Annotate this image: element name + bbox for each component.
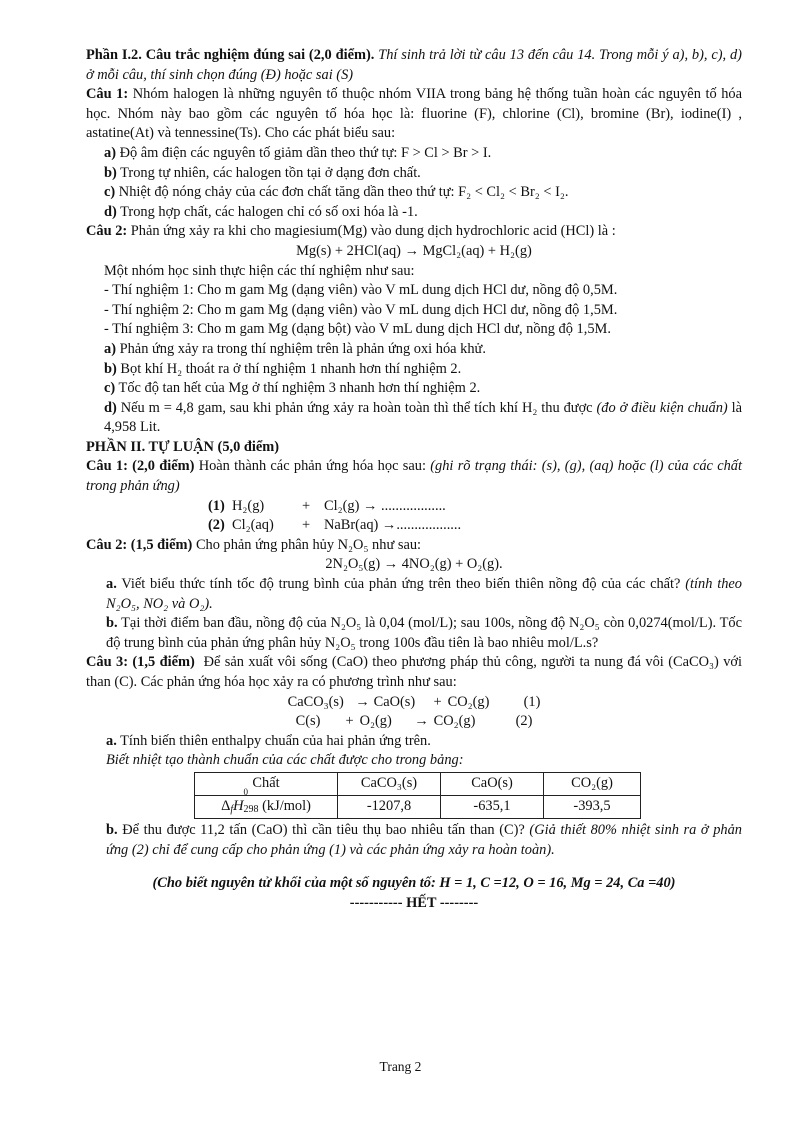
q2-label: Câu 2: (86, 223, 128, 240)
p2-q2-stem (86, 536, 742, 556)
q2-exp1: - Thí nghiệm 1: Cho m gam Mg (dạng viên) vào V mL dung dịch HCl dư, nồng độ 0,5M. (104, 282, 618, 299)
part1-2-heading: Phần I.2. Câu trắc nghiệm đúng sai (2,0 điểm). (86, 47, 375, 63)
p2-q2a: a. Viết biểu thức tính tốc độ trung bình của phản ứng trên theo biến thiên nồng độ của các chất? (tính theo N₂O₅, NO₂ và O₂). (106, 576, 743, 612)
table-cell: -1207,8 (338, 795, 441, 818)
p2-q1-label: Câu 1: (2,0 điểm) (86, 458, 195, 475)
table-header-cell: CaO(s) (441, 772, 544, 795)
q2-c-text: Tốc độ tan hết của Mg ở thí nghiệm 3 nhanh hơn thí nghiệm 2. (118, 380, 481, 397)
q2-exp3: - Thí nghiệm 3: Cho m gam Mg (dạng bột) vào V mL dung dịch HCl dư, nồng độ 1,5M. (104, 321, 611, 338)
table-header-row (195, 772, 641, 795)
enthalpy-symbol: $\Delta_fH$ $_{0 298}$ (221, 787, 259, 816)
p2-q2-equation: 2N₂O₅(g) → 4NO₂(g) + O₂(g). (325, 556, 503, 573)
table-cell: -635,1 (441, 795, 544, 818)
table-row (195, 795, 641, 818)
q1-d-text: Trong hợp chất, các halogen chỉ có số oxi hóa là -1. (120, 203, 418, 220)
q2-equation: Mg(s) + 2HCl(aq) → MgCl₂(aq) + H₂(g) (296, 242, 532, 259)
p2-q2a-note: (tính theo N₂O₅, NO₂ và O₂). (106, 576, 743, 612)
p2-q3-stem (86, 653, 742, 692)
table-header-cell: Chất (195, 772, 338, 795)
part2-heading: PHẦN II. TỰ LUẬN (5,0 điểm) (86, 438, 280, 455)
reaction-2: (2) Cl₂(aq) + NaBr(aq) →.................. (208, 517, 462, 534)
p2-q1-note: (ghi rõ trạng thái: (s), (g), (aq) hoặc (l) của các chất trong phản ứng) (86, 458, 742, 495)
table-row-label: $\Delta_fH$ $_{0 298}$ (kJ/mol) (195, 795, 338, 818)
q2-option-c: c) Tốc độ tan hết của Mg ở thí nghiệm 3 nhanh hơn thí nghiệm 2. (104, 380, 481, 397)
q1-stem (86, 85, 742, 144)
end-marker: ----------- HẾT -------- (349, 894, 479, 911)
q2-option-a: a) Phản ứng xảy ra trong thí nghiệm trên là phản ứng oxi hóa khử. (104, 340, 486, 357)
q2-exp2: - Thí nghiệm 2: Cho m gam Mg (dạng viên) vào V mL dung dịch HCl dư, nồng độ 1,5M. (104, 301, 618, 318)
q1-b-text: Trong tự nhiên, các halogen tồn tại ở dạng đơn chất. (120, 164, 421, 181)
exam-page (86, 46, 742, 913)
enthalpy-table (194, 772, 641, 819)
p2-q1-text: Hoàn thành các phản ứng hóa học sau: (198, 458, 426, 475)
q1-text: Nhóm halogen là những nguyên tố thuộc nhóm VIIA trong bảng hệ thống tuần hoàn các nguyên tố hóa học. Nhóm này bao gồm các nguyên tố hóa học là: fluorine (F), chlorine (Cl), bromine (Br), iodine(I) , astatine(At) và tennessine(Ts). Cho các phát biểu sau: (86, 86, 742, 142)
q1-option-d: d) Trong hợp chất, các halogen chỉ có số oxi hóa là -1. (104, 203, 418, 220)
q2-option-b: b) Bọt khí H₂ thoát ra ở thí nghiệm 1 nhanh hơn thí nghiệm 2. (104, 360, 462, 377)
p2-q3a: a. Tính biến thiên enthalpy chuẩn của hai phản ứng trên. (106, 732, 431, 749)
q2-option-d: d) Nếu m = 4,8 gam, sau khi phản ứng xảy ra hoàn toàn thì thể tích khí H₂ thu được (đo ở điều kiện chuẩn) là 4,958 Lit. (104, 399, 742, 436)
p2-q3b-note: (Giả thiết 80% nhiệt sinh ra ở phản ứng (2) chỉ để cung cấp cho phản ứng (1) và các phản ứng xảy ra hoàn toàn). (106, 821, 742, 858)
p2-q1-stem (86, 457, 742, 496)
q1-option-c: c) Nhiệt độ nóng chảy của các đơn chất tăng dần theo thứ tự: F₂ < Cl₂ < Br₂ < I₂. (104, 184, 569, 201)
part1-2-heading-line (86, 46, 742, 85)
q1-c-text: Nhiệt độ nóng chảy của các đơn chất tăng dần theo thứ tự: F₂ < Cl₂ < Br₂ < I₂. (118, 184, 569, 201)
page-number: Trang 2 (379, 1059, 422, 1074)
p2-q2-text: Cho phản ứng phân hủy N₂O₅ như sau: (195, 536, 422, 553)
p2-q3-eq1: CaCO₃(s) → CaO(s) + CO₂(g) (1) (287, 693, 541, 710)
atomic-masses-note: (Cho biết nguyên tử khối của một số nguyên tố: H = 1, C =12, O = 16, Mg = 24, Ca =40) (152, 875, 676, 892)
p2-q3-table-note: Biết nhiệt tạo thành chuẩn của các chất được cho trong bảng: (106, 752, 464, 769)
reaction-1: (1) H₂(g) + Cl₂(g) → .................. (208, 497, 446, 514)
table-header-cell: CaCO₃(s) (338, 772, 441, 795)
q2-d-note: (đo ở điều kiện chuẩn) (596, 399, 728, 416)
q1-label: Câu 1: (86, 86, 129, 103)
q2-d-main: Nếu m = 4,8 gam, sau khi phản ứng xảy ra hoàn toàn thì thể tích khí H₂ thu được (120, 399, 593, 416)
table-cell: -393,5 (544, 795, 641, 818)
p2-q3-text: Để sản xuất vôi sống (CaO) theo phương pháp thủ công, người ta nung đá vôi (CaCO₃) với than (C). Các phản ứng hóa học xảy ra có phương trình như sau: (86, 654, 742, 690)
p2-q2-label: Câu 2: (1,5 điểm) (86, 536, 193, 553)
p2-q3b: b. Để thu được 11,2 tấn (CaO) thì cần tiêu thụ bao nhiêu tấn than (C)? (Giả thiết 80% nhiệt sinh ra ở phản ứng (2) chỉ để cung cấp cho phản ứng (1) và các phản ứng xảy ra hoàn toàn). (106, 821, 742, 858)
p2-q3-eq2: C(s) + O₂(g) → CO₂(g) (2) (295, 713, 533, 730)
q2-text: Phản ứng xảy ra khi cho magiesium(Mg) vào dung dịch hydrochloric acid (HCl) là : (130, 223, 616, 240)
q1-option-a: a) Độ âm điện các nguyên tố giảm dần theo thứ tự: F > Cl > Br > I. (104, 144, 492, 161)
q2-stem (86, 222, 742, 242)
p2-q3-label: Câu 3: (1,5 điểm) (86, 654, 195, 671)
q2-b-text: Bọt khí H₂ thoát ra ở thí nghiệm 1 nhanh hơn thí nghiệm 2. (120, 360, 462, 377)
q2-a-text: Phản ứng xảy ra trong thí nghiệm trên là phản ứng oxi hóa khử. (119, 340, 486, 357)
table-header-cell: CO₂(g) (544, 772, 641, 795)
q1-a-text: Độ âm điện các nguyên tố giảm dần theo thứ tự: F > Cl > Br > I. (119, 144, 492, 161)
q2-d-end: là 4,958 Lit. (104, 399, 742, 436)
p2-q2b: b. Tại thời điểm ban đầu, nồng độ của N₂O₅ là 0,04 (mol/L); sau 100s, nồng độ N₂O₅ còn 0,0274(mol/L). Tốc độ trung bình của phản ứng phân hủy N₂O₅ trong 100s đầu tiên là bao nhiêu mol/L.s? (106, 615, 742, 651)
q1-option-b: b) Trong tự nhiên, các halogen tồn tại ở dạng đơn chất. (104, 164, 421, 181)
part1-2-instruction: Thí sinh trả lời từ câu 13 đến câu 14. Trong mỗi ý a), b), c), d) ở mỗi câu, thí sinh chọn đúng (Đ) hoặc sai (S) (86, 47, 742, 83)
q2-intro: Một nhóm học sinh thực hiện các thí nghiệm như sau: (104, 262, 415, 279)
